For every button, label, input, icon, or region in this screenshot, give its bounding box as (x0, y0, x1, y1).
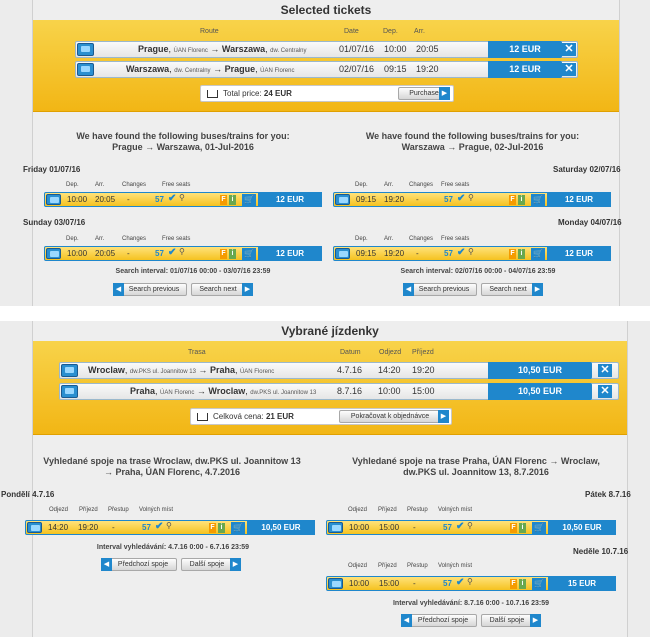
hdr-arr: Příjezd (378, 507, 397, 513)
bus-icon (27, 522, 42, 533)
bus-icon (335, 248, 350, 259)
found-heading: Vyhledané spoje na trase Wroclaw, dw.PKS ul. Joannitow 13 → Praha, ÚAN Florenc, 4.7.2016 (43, 456, 301, 477)
result-row[interactable] (44, 192, 322, 207)
arrow-left-icon: ◀ (113, 283, 124, 296)
result-seats: 57 (443, 523, 452, 532)
ticket-dep: 10:00 (384, 44, 407, 54)
bus-icon (46, 194, 61, 205)
ticket-price: 12 EUR (488, 61, 562, 78)
magnifier-icon[interactable]: ⚲ (166, 521, 172, 530)
bus-icon (61, 385, 78, 398)
magnifier-icon[interactable]: ⚲ (467, 521, 473, 530)
bus-icon (46, 248, 61, 259)
hdr-changes: Přestup (407, 507, 428, 513)
ticket-price: 12 EUR (488, 41, 562, 58)
fare-icon: F (511, 524, 516, 531)
ticket-to: Warszawa (221, 44, 266, 54)
result-seats: 57 (444, 195, 453, 204)
col-dep: Dep. (383, 28, 398, 35)
ticket-date: 02/07/16 (339, 64, 375, 74)
search-previous-label: Search previous (418, 286, 470, 293)
ticket-to-station: dw.PKS ul. Joannitow 13 (250, 390, 317, 396)
selected-tickets-title: Selected tickets (280, 3, 372, 17)
result-row[interactable] (326, 520, 616, 535)
ticket-row: Wroclaw, dw.PKS ul. Joannitow 13 → Praha, ÚAN Florenc 4.7.16 14:20 19:20 10,50 EUR ✕ (59, 362, 619, 379)
search-interval: Interval vyhledávání: 4.7.16 0:00 - 6.7.16 23:59 (96, 544, 250, 551)
total-price-box (190, 408, 452, 425)
arrow-icon: → (210, 44, 220, 54)
ticket-from: Praha (130, 386, 156, 396)
info-icon[interactable]: i (229, 195, 236, 205)
ticket-to: Prague (224, 64, 256, 74)
magnifier-icon[interactable]: ⚲ (467, 577, 473, 586)
ticket-arr: 15:00 (412, 386, 435, 396)
ticket-to: Praha (209, 365, 235, 375)
result-arr: 20:05 (95, 249, 116, 258)
result-dep: 10:00 (67, 195, 88, 204)
search-previous-label: Předchozí spoje (417, 617, 469, 624)
info-icon[interactable]: i (519, 579, 526, 589)
col-date: Datum (340, 349, 361, 356)
ticket-arr: 19:20 (412, 365, 435, 375)
hdr-changes: Changes (122, 236, 147, 242)
hdr-dep: Odjezd (348, 507, 368, 513)
ticket-date: 01/07/16 (339, 44, 375, 54)
search-next-button[interactable] (481, 614, 541, 627)
add-to-cart-icon[interactable]: 🛒 (532, 578, 546, 590)
ticket-from: Prague (138, 44, 169, 54)
add-to-cart-icon[interactable]: 🛒 (531, 248, 545, 260)
info-icon[interactable]: i (229, 249, 236, 259)
result-price: 12 EUR (258, 192, 322, 207)
hdr-seats: Volných míst (438, 507, 473, 513)
arrow-left-icon: ◀ (403, 283, 414, 296)
total-price-box (200, 85, 454, 102)
hdr-seats: Volných míst (438, 563, 473, 569)
result-seats: 57 (155, 249, 164, 258)
result-dep: 10:00 (67, 249, 88, 258)
search-previous-button[interactable] (113, 283, 187, 296)
check-icon: ✔ (155, 521, 164, 532)
page-panel (1, 321, 631, 637)
info-icon[interactable]: i (518, 249, 525, 259)
result-dep: 10:00 (349, 579, 370, 588)
add-to-cart-icon[interactable]: 🛒 (242, 194, 256, 206)
result-seats: 57 (443, 579, 452, 588)
col-arr: Příjezd (412, 349, 434, 356)
hdr-changes: Changes (409, 236, 434, 242)
hdr-dep: Dep. (66, 236, 79, 242)
day-label: Pátek 8.7.16 (585, 490, 631, 499)
result-dep: 14:20 (48, 523, 69, 532)
search-previous-button[interactable] (401, 614, 477, 627)
info-icon[interactable]: i (218, 523, 225, 533)
col-route: Trasa (188, 349, 206, 356)
result-price: 12 EUR (258, 246, 322, 261)
ticket-date: 8.7.16 (337, 386, 363, 396)
hdr-arr: Arr. (384, 236, 394, 242)
day-label: Friday 01/07/16 (23, 165, 81, 174)
add-to-cart-icon[interactable]: 🛒 (532, 522, 546, 534)
day-label: Monday 04/07/16 (558, 218, 622, 227)
result-price: 10,50 EUR (548, 520, 616, 535)
ticket-row: Warszawa, dw. Centralny → Prague, ÚAN Florenc 02/07/16 09:15 19:20 12 EUR ✕ (75, 61, 578, 78)
info-icon[interactable]: i (518, 195, 525, 205)
check-icon: ✔ (457, 193, 466, 204)
ticket-to-station: ÚAN Florenc (260, 68, 295, 74)
result-row[interactable] (44, 246, 322, 261)
hdr-arr: Arr. (95, 182, 105, 188)
result-row[interactable] (333, 192, 611, 207)
result-arr: 19:20 (78, 523, 99, 532)
screenshot-czech (0, 321, 650, 637)
result-row[interactable] (25, 520, 315, 535)
check-icon: ✔ (168, 247, 177, 258)
check-icon: ✔ (456, 577, 465, 588)
remove-ticket-button[interactable]: ✕ (562, 43, 576, 56)
result-price: 10,50 EUR (247, 520, 315, 535)
result-changes: - (413, 523, 416, 532)
result-dep: 09:15 (356, 195, 377, 204)
bus-icon (328, 522, 343, 533)
purchase-label: Purchase (409, 90, 439, 97)
fare-icon: F (210, 524, 215, 531)
search-previous-button[interactable] (101, 558, 177, 571)
cart-icon (197, 413, 208, 421)
check-icon: ✔ (456, 521, 465, 532)
arrow-right-icon: ▶ (242, 283, 253, 296)
add-to-cart-icon[interactable]: 🛒 (242, 248, 256, 260)
hdr-seats: Free seats (162, 182, 191, 188)
fare-icon: F (510, 250, 515, 257)
result-changes: - (127, 249, 130, 258)
arrow-left-icon: ◀ (401, 614, 412, 627)
result-row[interactable] (333, 246, 611, 261)
search-next-button[interactable] (191, 283, 253, 296)
arrow-icon: → (198, 365, 208, 375)
found-heading: Vyhledané spoje na trase Praha, ÚAN Florenc → Wroclaw, dw.PKS ul. Joannitow 13, 8.7.2016 (352, 456, 600, 477)
arrow-right-icon: ▶ (439, 87, 450, 100)
hdr-changes: Changes (409, 182, 434, 188)
search-next-label: Další spoje (489, 617, 525, 624)
hdr-dep: Dep. (355, 236, 368, 242)
result-price: 12 EUR (547, 192, 611, 207)
total-label: Total price: (223, 89, 262, 98)
hdr-seats: Free seats (441, 182, 470, 188)
check-icon: ✔ (457, 247, 466, 258)
search-next-label: Search next (199, 286, 237, 293)
ticket-to-station: dw. Centralny (270, 48, 307, 54)
result-row[interactable] (326, 576, 616, 591)
hdr-seats: Volných míst (139, 507, 174, 513)
arrow-right-icon: ▶ (532, 283, 543, 296)
remove-ticket-button[interactable]: ✕ (598, 385, 612, 398)
bus-icon (77, 43, 94, 56)
result-changes: - (127, 195, 130, 204)
result-seats: 57 (444, 249, 453, 258)
hdr-dep: Dep. (66, 182, 79, 188)
bus-icon (328, 578, 343, 589)
hdr-arr: Příjezd (378, 563, 397, 569)
hdr-changes: Přestup (108, 507, 129, 513)
hdr-dep: Odjezd (348, 563, 368, 569)
ticket-date: 4.7.16 (337, 365, 363, 375)
bus-icon (61, 364, 78, 377)
col-date: Date (344, 28, 359, 35)
selected-tickets-title: Vybrané jízdenky (281, 324, 379, 338)
result-seats: 57 (155, 195, 164, 204)
day-label: Saturday 02/07/16 (553, 165, 621, 174)
magnifier-icon[interactable]: ⚲ (468, 193, 474, 202)
result-arr: 15:00 (379, 523, 400, 532)
selected-tickets-panel (33, 20, 619, 112)
result-changes: - (112, 523, 115, 532)
hdr-arr: Arr. (384, 182, 394, 188)
col-dep: Odjezd (379, 349, 402, 356)
arrow-left-icon: ◀ (101, 558, 112, 571)
ticket-from-station: ÚAN Florenc (173, 48, 208, 54)
search-previous-label: Předchozí spoje (117, 561, 169, 568)
result-arr: 19:20 (384, 249, 405, 258)
hdr-arr: Příjezd (79, 507, 98, 513)
hdr-changes: Přestup (407, 563, 428, 569)
ticket-from-station: dw. Centralny (174, 68, 211, 74)
ticket-price: 10,50 EUR (488, 362, 592, 379)
remove-ticket-button[interactable]: ✕ (562, 63, 576, 76)
search-previous-button[interactable] (403, 283, 477, 296)
hdr-dep: Odjezd (49, 507, 69, 513)
magnifier-icon[interactable]: ⚲ (179, 247, 185, 256)
result-dep: 09:15 (356, 249, 377, 258)
result-dep: 10:00 (349, 523, 370, 532)
ticket-from: Warszawa (126, 64, 170, 74)
continue-order-button[interactable] (339, 410, 449, 423)
day-label: Sunday 03/07/16 (23, 218, 86, 227)
ticket-from-station: dw.PKS ul. Joannitow 13 (129, 369, 196, 375)
separator (0, 306, 650, 321)
ticket-dep: 09:15 (384, 64, 407, 74)
arrow-icon: → (213, 64, 223, 74)
search-next-label: Další spoje (189, 561, 225, 568)
ticket-dep: 10:00 (378, 386, 401, 396)
ticket-arr: 20:05 (416, 44, 439, 54)
arrow-right-icon: ▶ (530, 614, 541, 627)
ticket-row: Prague, ÚAN Florenc → Warszawa, dw. Centralny 01/07/16 10:00 20:05 12 EUR ✕ (75, 41, 578, 58)
ticket-from-station: ÚAN Florenc (160, 390, 195, 396)
ticket-price: 10,50 EUR (488, 383, 592, 400)
fare-icon: F (511, 580, 516, 587)
fare-icon: F (221, 196, 226, 203)
result-arr: 15:00 (379, 579, 400, 588)
total-value: 24 EUR (263, 89, 292, 98)
result-changes: - (413, 579, 416, 588)
arrow-right-icon: ▶ (230, 558, 241, 571)
info-icon[interactable]: i (519, 523, 526, 533)
purchase-button[interactable] (398, 87, 450, 100)
search-interval: Search interval: 01/07/16 00:00 - 03/07/16 23:59 (115, 268, 271, 275)
hdr-seats: Free seats (162, 236, 191, 242)
hdr-seats: Free seats (441, 236, 470, 242)
found-heading: We have found the following buses/trains for you: Prague → Warszawa, 01-Jul-2016 (76, 131, 290, 152)
hdr-dep: Dep. (355, 182, 368, 188)
ticket-dep: 14:20 (378, 365, 401, 375)
add-to-cart-icon[interactable]: 🛒 (231, 522, 245, 534)
result-seats: 57 (142, 523, 151, 532)
ticket-arr: 19:20 (416, 64, 439, 74)
selected-tickets-panel (33, 341, 627, 435)
result-price: 12 EUR (547, 246, 611, 261)
arrow-right-icon: ▶ (438, 410, 449, 423)
cart-icon (207, 90, 218, 98)
hdr-changes: Changes (122, 182, 147, 188)
day-label: Neděle 10.7.16 (573, 547, 629, 556)
bus-icon (335, 194, 350, 205)
result-arr: 20:05 (95, 195, 116, 204)
result-changes: - (416, 249, 419, 258)
ticket-to: Wroclaw (208, 386, 246, 396)
result-price: 15 EUR (548, 576, 616, 591)
check-icon: ✔ (168, 193, 177, 204)
result-changes: - (416, 195, 419, 204)
col-route: Route (200, 28, 219, 35)
fare-icon: F (510, 196, 515, 203)
search-next-button[interactable] (481, 283, 543, 296)
day-label: Pondělí 4.7.16 (1, 490, 55, 499)
search-next-label: Search next (489, 286, 527, 293)
ticket-from: Wroclaw (88, 365, 125, 375)
total-label: Celková cena: (213, 412, 264, 421)
bus-icon (77, 63, 94, 76)
search-interval: Interval vyhledávání: 8.7.16 0:00 - 10.7.16 23:59 (392, 600, 550, 607)
page-panel (23, 0, 622, 306)
col-arr: Arr. (414, 28, 425, 35)
total-value: 21 EUR (265, 412, 294, 421)
search-interval: Search interval: 02/07/16 00:00 - 04/07/16 23:59 (400, 268, 556, 275)
ticket-row: Praha, ÚAN Florenc → Wroclaw, dw.PKS ul. Joannitow 13 8.7.16 10:00 15:00 10,50 EUR ✕ (59, 383, 619, 400)
add-to-cart-icon[interactable]: 🛒 (531, 194, 545, 206)
fare-icon: F (221, 250, 226, 257)
arrow-icon: → (196, 386, 206, 396)
found-heading: We have found the following buses/trains for you: Warszawa → Prague, 02-Jul-2016 (365, 131, 580, 152)
magnifier-icon[interactable]: ⚲ (468, 247, 474, 256)
continue-order-label: Pokračovat k objednávce (350, 413, 430, 420)
search-previous-label: Search previous (128, 286, 180, 293)
result-arr: 19:20 (384, 195, 405, 204)
hdr-arr: Arr. (95, 236, 105, 242)
ticket-to-station: ÚAN Florenc (239, 369, 275, 375)
remove-ticket-button[interactable]: ✕ (598, 364, 612, 377)
search-next-button[interactable] (181, 558, 241, 571)
magnifier-icon[interactable]: ⚲ (179, 193, 185, 202)
screenshot-english (0, 0, 650, 306)
